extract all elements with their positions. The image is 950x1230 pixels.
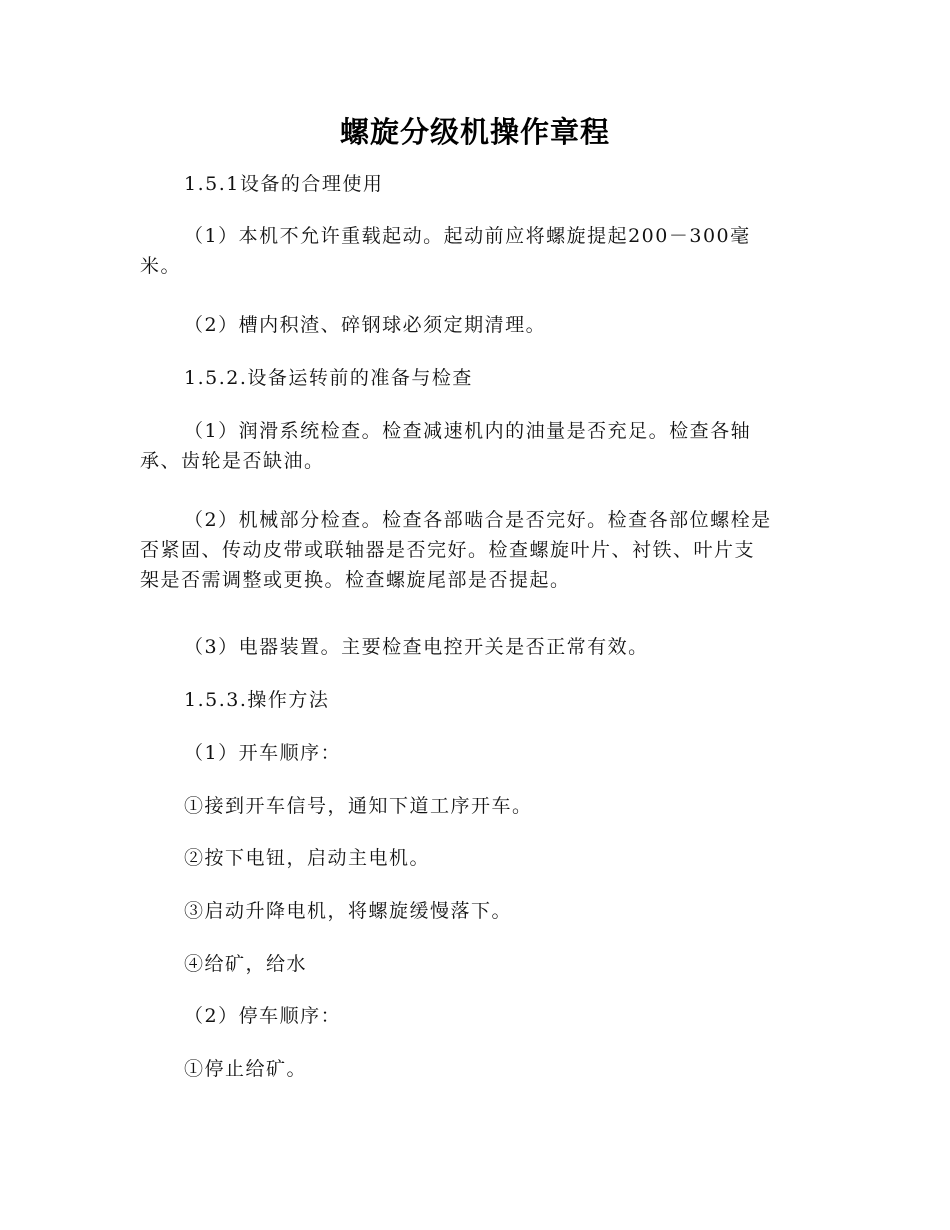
paragraph-line: 承、齿轮是否缺油。: [140, 450, 325, 472]
paragraph-line: 架是否需调整或更换。检查螺旋尾部是否提起。: [140, 569, 571, 591]
paragraph-line: 米。: [140, 255, 182, 277]
list-item: ①接到开车信号，通知下道工序开车。: [184, 795, 533, 817]
list-heading-start-sequence: （1）开车顺序：: [184, 742, 342, 764]
document-title: 螺旋分级机操作章程: [339, 115, 610, 149]
paragraph-mechanical-check: [140, 505, 810, 595]
list-item: ②按下电钮，启动主电机。: [184, 847, 431, 869]
section-heading-1-5-3: 1.5.3.操作方法: [184, 689, 330, 711]
paragraph-no-heavy-start: [140, 221, 810, 281]
section-heading-1-5-2: 1.5.2.设备运转前的准备与检查: [184, 367, 473, 389]
section-heading-1-5-1: 1.5.1设备的合理使用: [184, 173, 384, 195]
paragraph-lubrication-check: [140, 416, 810, 476]
list-item: ③启动升降电机，将螺旋缓慢落下。: [184, 900, 513, 922]
list-item: ①停止给矿。: [184, 1058, 308, 1080]
paragraph-line: 否紧固、传动皮带或联轴器是否完好。检查螺旋叶片、衬铁、叶片支: [140, 539, 756, 561]
paragraph-line: （2）机械部分检查。检查各部啮合是否完好。检查各部位螺栓是: [184, 509, 772, 531]
paragraph-line: （1）本机不允许重载起动。起动前应将螺旋提起200－300毫: [184, 225, 751, 247]
paragraph-electrical-check: （3）电器装置。主要检查电控开关是否正常有效。: [184, 636, 649, 658]
list-item: ④给矿，给水: [184, 953, 308, 975]
paragraph-line: （1）润滑系统检查。检查减速机内的油量是否充足。检查各轴: [184, 420, 752, 442]
list-heading-stop-sequence: （2）停车顺序：: [184, 1005, 342, 1027]
paragraph-clean-trough: （2）槽内积渣、碎钢球必须定期清理。: [184, 314, 547, 336]
